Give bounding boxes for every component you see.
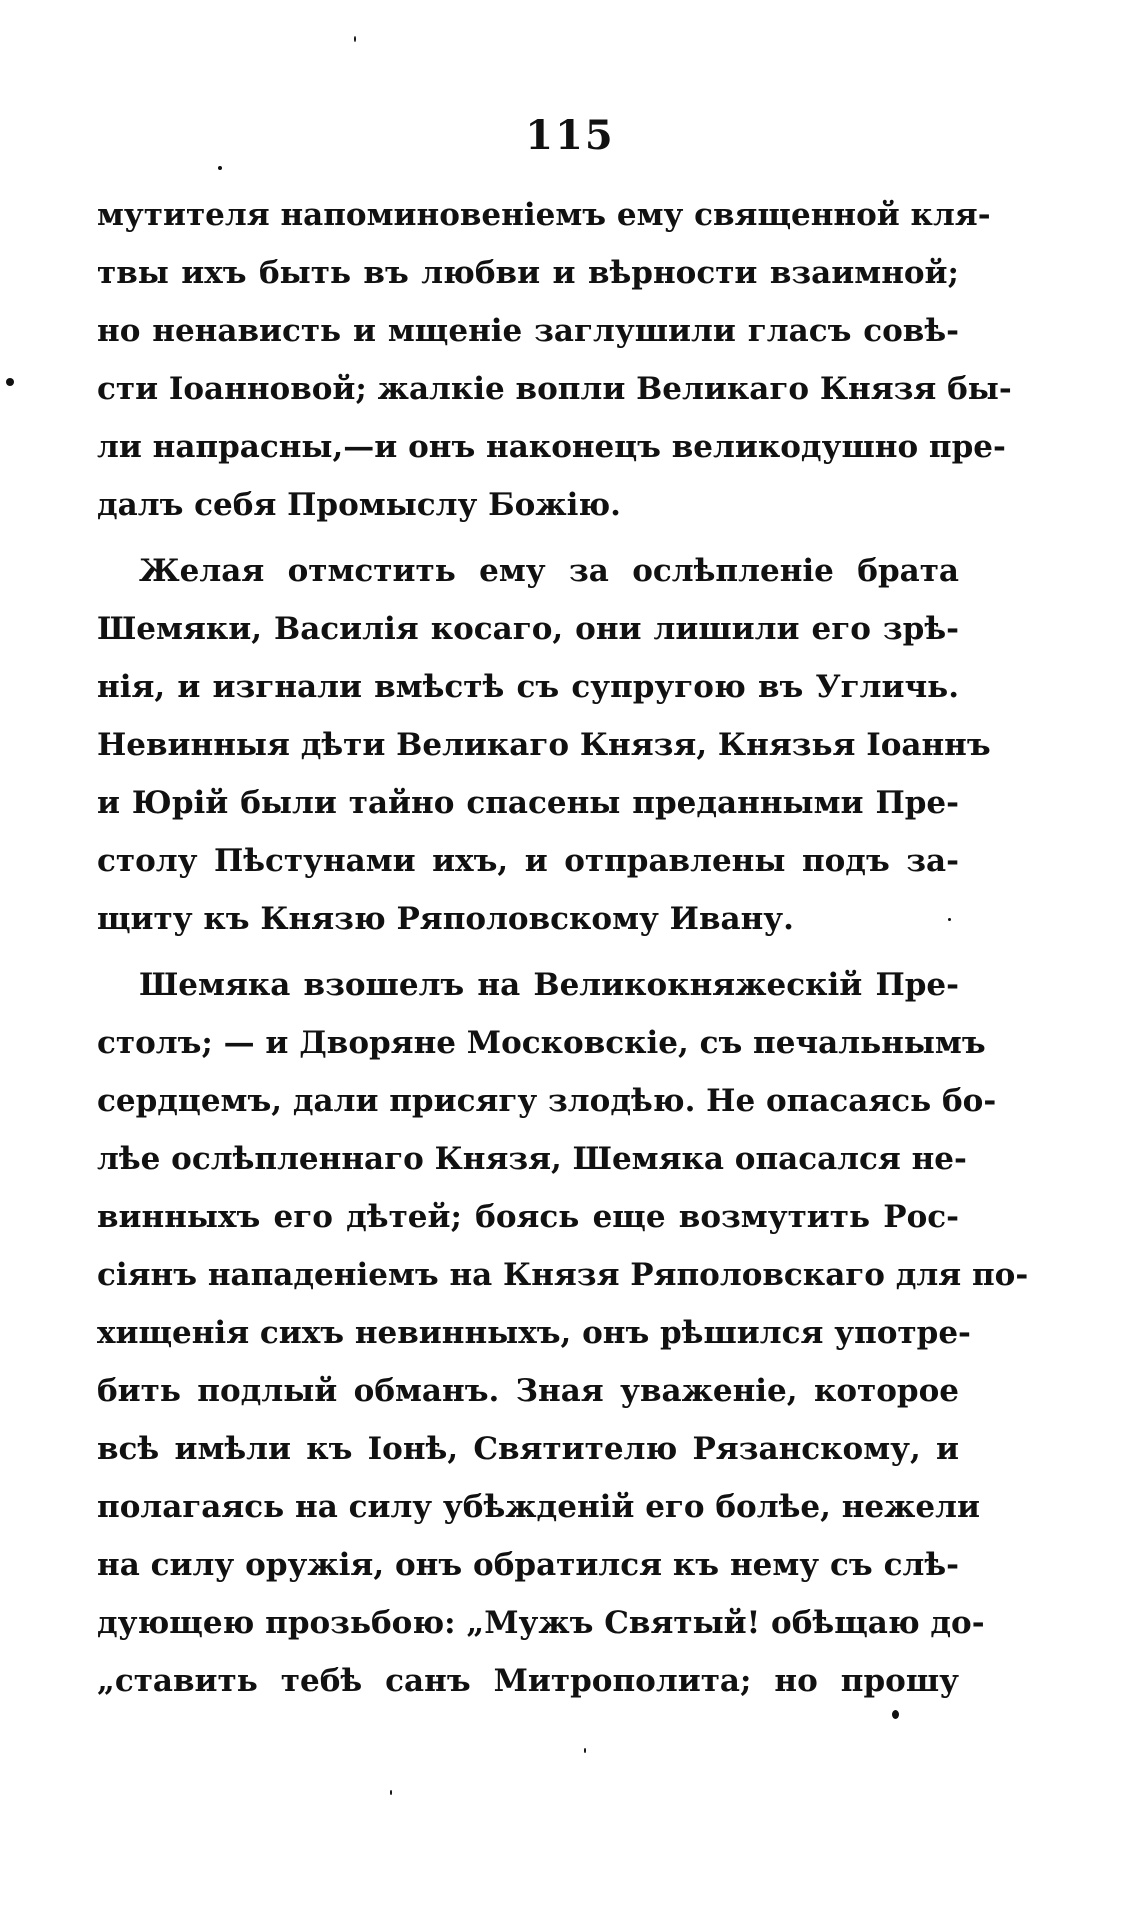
paragraph-1 [97, 186, 1012, 534]
page-text [97, 186, 1029, 1710]
paragraph-3 [97, 956, 1029, 1710]
text-line: но ненависть и мщеніе заглушили гласъ совѣ- [97, 313, 959, 349]
text-line: сти Іоанновой; жалкіе вопли Великаго Князя бы- [97, 371, 1012, 407]
text-line: далъ себя Промыслу Божію. [97, 487, 621, 523]
text-line: Шемяки, Василія косаго, они лишили его зрѣ- [97, 611, 959, 647]
text-line: столъ; — и Дворяне Московскіе, съ печальнымъ [97, 1025, 986, 1061]
text-line: на силу оружія, онъ обратился къ нему съ слѣ- [97, 1547, 959, 1583]
text-line: мутителя напоминовеніемъ ему священной кля- [97, 197, 991, 233]
page-number: 115 [525, 112, 615, 159]
text-line: твы ихъ быть въ любви и вѣрности взаимной; [97, 255, 959, 291]
text-line: Шемяка взошелъ на Великокняжескій Пре- [139, 967, 959, 1003]
text-line: сердцемъ, дали присягу злодѣю. Не опасаясь бо- [97, 1083, 997, 1119]
text-line: бить подлый обманъ. Зная уваженіе, которое [97, 1373, 959, 1409]
print-speck [892, 1710, 899, 1719]
text-line: Желая отмстить ему за ослѣпленіе брата [139, 553, 959, 589]
text-line: „ставить тебѣ санъ Митрополита; но прошу [97, 1663, 959, 1699]
text-line: дующею прозьбою: „Мужъ Святый! обѣщаю до- [97, 1605, 985, 1641]
paragraph-spacer [97, 948, 959, 956]
print-speck [6, 378, 14, 386]
text-line: щиту къ Князю Ряполовскому Ивану. [97, 901, 794, 937]
text-line: ли напрасны,—и онъ наконецъ великодушно пре- [97, 429, 1006, 465]
text-line: сіянъ нападеніемъ на Князя Ряполовскаго для по- [97, 1257, 1029, 1293]
text-line: хищенія сихъ невинныхъ, онъ рѣшился употре- [97, 1315, 971, 1351]
print-speck [584, 1748, 586, 1753]
text-line: и Юрій были тайно спасены преданными Пре- [97, 785, 959, 821]
text-line: Невинныя дѣти Великаго Князя, Князья Іоаннъ [97, 727, 991, 763]
print-speck [948, 918, 951, 921]
print-speck [218, 166, 222, 170]
paragraph-2 [97, 542, 991, 948]
text-line: нія, и изгнали вмѣстѣ съ супругою въ Угличь. [97, 669, 959, 705]
text-line: полагаясь на силу убѣжденій его болѣе, нежели [97, 1489, 980, 1525]
text-line: винныхъ его дѣтей; боясь еще возмутить Рос- [97, 1199, 959, 1235]
text-line: столу Пѣстунами ихъ, и отправлены подъ за- [97, 843, 959, 879]
paragraph-spacer [97, 534, 959, 542]
text-line: лѣе ослѣпленнаго Князя, Шемяка опасался не- [97, 1141, 967, 1177]
text-line: всѣ имѣли къ Іонѣ, Святителю Рязанскому, и [97, 1431, 959, 1467]
print-speck [390, 1790, 392, 1795]
print-speck [354, 36, 356, 42]
